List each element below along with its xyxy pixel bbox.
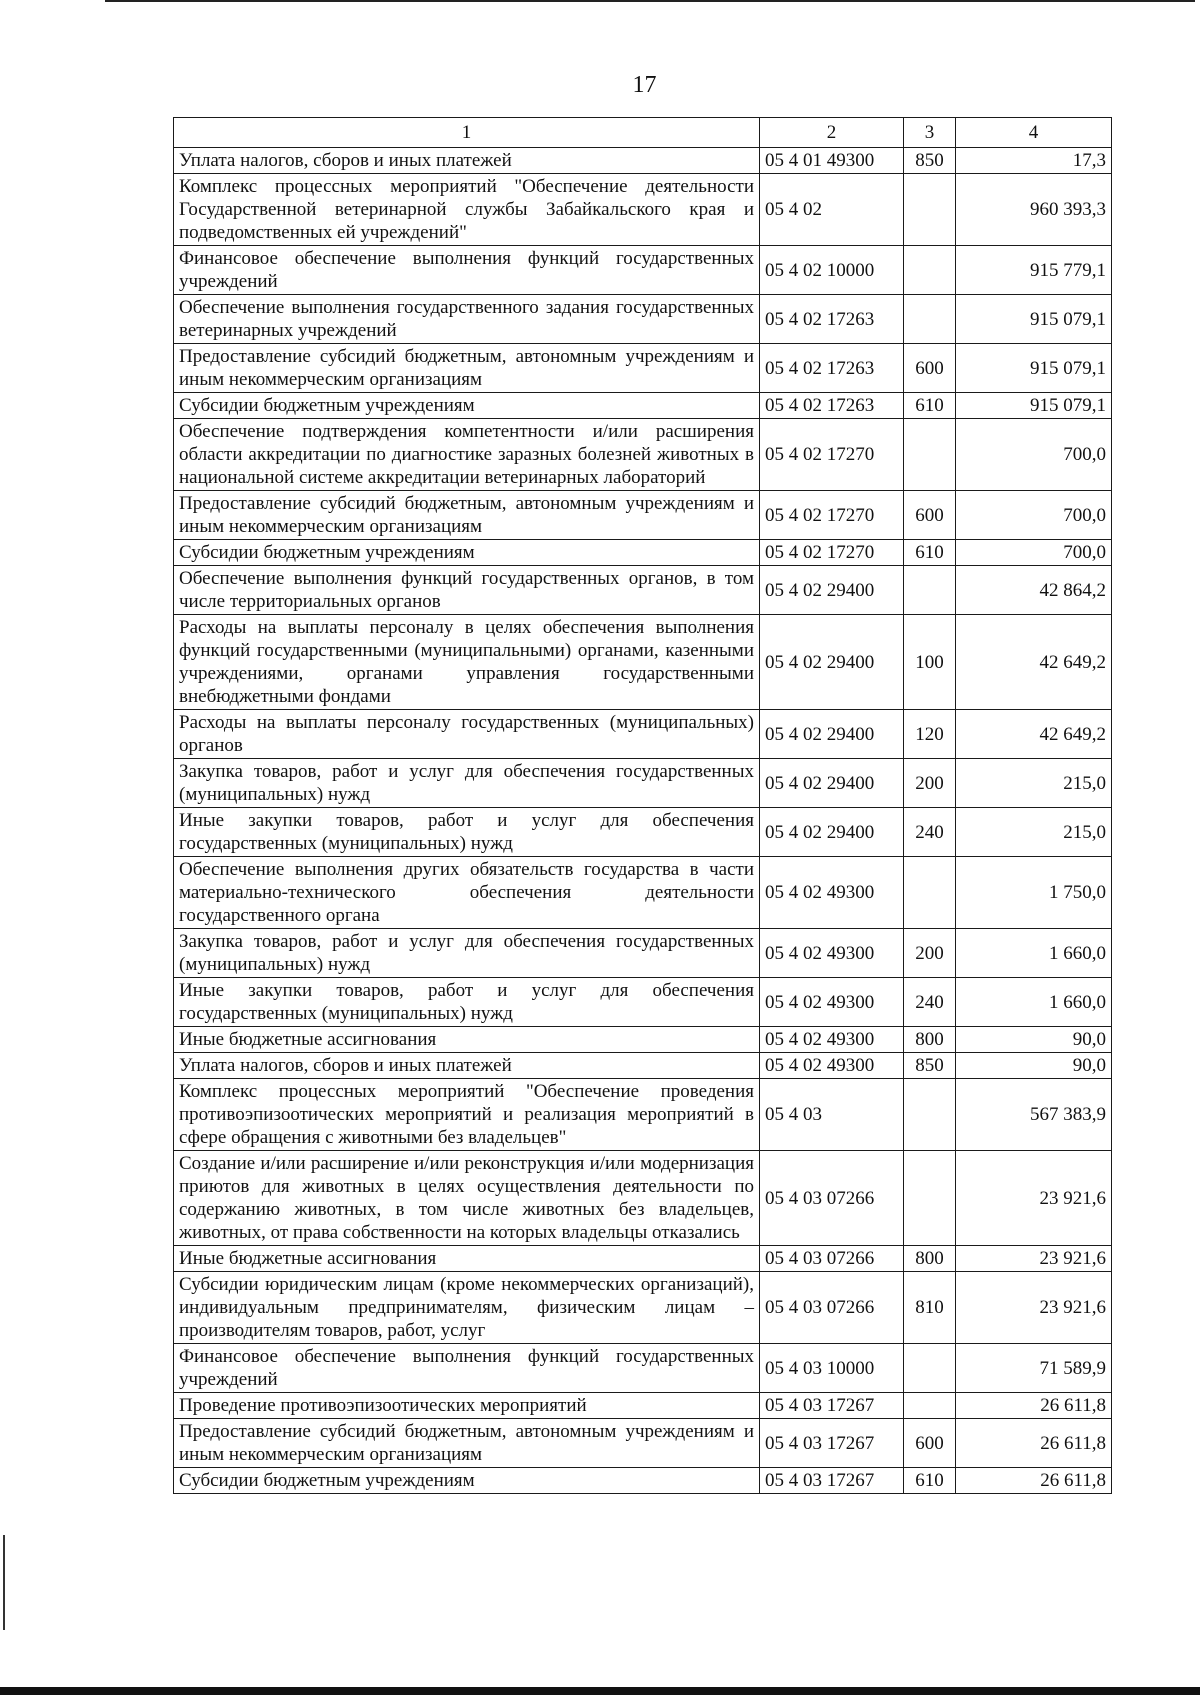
row-name-cell: Иные закупки товаров, работ и услуг для обеспечения государственных (муниципальных) нужд (174, 808, 760, 857)
table-row (174, 808, 1112, 857)
row-name-cell: Предоставление субсидий бюджетным, автономным учреждениям и иным некоммерческим организациям (174, 344, 760, 393)
table-row (174, 1272, 1112, 1344)
row-sum-cell: 71 589,9 (956, 1344, 1112, 1393)
row-name-cell: Расходы на выплаты персоналу государственных (муниципальных) органов (174, 710, 760, 759)
row-code-cell: 05 4 03 17267 (760, 1468, 904, 1494)
row-kvr-cell (904, 419, 956, 491)
row-sum-cell: 215,0 (956, 759, 1112, 808)
header-col-4: 4 (956, 118, 1112, 148)
header-col-2: 2 (760, 118, 904, 148)
row-sum-cell: 23 921,6 (956, 1151, 1112, 1246)
row-name-cell: Субсидии бюджетным учреждениям (174, 1468, 760, 1494)
row-code-cell: 05 4 02 49300 (760, 857, 904, 929)
row-code-cell: 05 4 03 07266 (760, 1272, 904, 1344)
row-sum-cell: 915 079,1 (956, 344, 1112, 393)
row-kvr-cell: 610 (904, 393, 956, 419)
table-row (174, 174, 1112, 246)
row-sum-cell: 26 611,8 (956, 1419, 1112, 1468)
row-code-cell: 05 4 02 29400 (760, 566, 904, 615)
row-name-cell: Обеспечение подтверждения компетентности и/или расширения области аккредитации по диагностике заразных болезней животных в национальной системе аккредитации ветеринарных лабораторий (174, 419, 760, 491)
row-code-cell: 05 4 02 29400 (760, 710, 904, 759)
table-body (174, 148, 1112, 1494)
table-row (174, 1419, 1112, 1468)
table-row (174, 540, 1112, 566)
row-kvr-cell: 810 (904, 1272, 956, 1344)
row-sum-cell: 17,3 (956, 148, 1112, 174)
row-name-cell: Комплекс процессных мероприятий "Обеспечение деятельности Государственной ветеринарной службы Забайкальского края и подведомственных ей учреждений" (174, 174, 760, 246)
row-kvr-cell (904, 246, 956, 295)
table-row (174, 419, 1112, 491)
table-row (174, 148, 1112, 174)
row-sum-cell: 90,0 (956, 1027, 1112, 1053)
table-row (174, 1027, 1112, 1053)
row-code-cell: 05 4 02 17270 (760, 540, 904, 566)
row-name-cell: Иные закупки товаров, работ и услуг для обеспечения государственных (муниципальных) нужд (174, 978, 760, 1027)
row-name-cell: Расходы на выплаты персоналу в целях обеспечения выполнения функций государственными (муниципальными) органами, казенными учреждениями, органами управления государственными внебюджетными фондами (174, 615, 760, 710)
table-row (174, 929, 1112, 978)
table-header (174, 118, 1112, 148)
row-sum-cell: 960 393,3 (956, 174, 1112, 246)
row-kvr-cell: 120 (904, 710, 956, 759)
scan-edge-top (105, 0, 1195, 2)
table-row (174, 566, 1112, 615)
row-code-cell: 05 4 02 17270 (760, 491, 904, 540)
header-row (174, 118, 1112, 148)
row-sum-cell: 26 611,8 (956, 1468, 1112, 1494)
row-sum-cell: 915 079,1 (956, 393, 1112, 419)
table-row (174, 491, 1112, 540)
row-sum-cell: 1 660,0 (956, 929, 1112, 978)
row-kvr-cell: 100 (904, 615, 956, 710)
row-name-cell: Финансовое обеспечение выполнения функций государственных учреждений (174, 1344, 760, 1393)
row-kvr-cell (904, 174, 956, 246)
table-row (174, 857, 1112, 929)
row-sum-cell: 1 750,0 (956, 857, 1112, 929)
row-sum-cell: 700,0 (956, 540, 1112, 566)
table-row (174, 1468, 1112, 1494)
row-code-cell: 05 4 02 10000 (760, 246, 904, 295)
table-row (174, 1246, 1112, 1272)
row-sum-cell: 215,0 (956, 808, 1112, 857)
scan-edge-left (3, 1535, 5, 1630)
row-sum-cell: 567 383,9 (956, 1079, 1112, 1151)
row-kvr-cell: 240 (904, 978, 956, 1027)
row-code-cell: 05 4 02 49300 (760, 978, 904, 1027)
table-row (174, 1053, 1112, 1079)
row-sum-cell: 700,0 (956, 419, 1112, 491)
row-sum-cell: 90,0 (956, 1053, 1112, 1079)
row-sum-cell: 700,0 (956, 491, 1112, 540)
row-code-cell: 05 4 02 17263 (760, 344, 904, 393)
row-kvr-cell: 850 (904, 1053, 956, 1079)
row-name-cell: Проведение противоэпизоотических мероприятий (174, 1393, 760, 1419)
table-row (174, 978, 1112, 1027)
row-kvr-cell: 200 (904, 759, 956, 808)
row-name-cell: Уплата налогов, сборов и иных платежей (174, 148, 760, 174)
header-col-1: 1 (174, 118, 760, 148)
row-code-cell: 05 4 02 49300 (760, 1027, 904, 1053)
row-sum-cell: 42 649,2 (956, 710, 1112, 759)
row-name-cell: Иные бюджетные ассигнования (174, 1246, 760, 1272)
row-name-cell: Обеспечение выполнения функций государственных органов, в том числе территориальных органов (174, 566, 760, 615)
table-row (174, 710, 1112, 759)
row-name-cell: Обеспечение выполнения других обязательств государства в части материально-технического обеспечения деятельности государственного органа (174, 857, 760, 929)
row-name-cell: Иные бюджетные ассигнования (174, 1027, 760, 1053)
row-kvr-cell: 600 (904, 1419, 956, 1468)
row-code-cell: 05 4 02 (760, 174, 904, 246)
row-kvr-cell (904, 566, 956, 615)
row-sum-cell: 26 611,8 (956, 1393, 1112, 1419)
row-code-cell: 05 4 03 17267 (760, 1393, 904, 1419)
row-code-cell: 05 4 02 29400 (760, 808, 904, 857)
row-kvr-cell (904, 295, 956, 344)
row-kvr-cell (904, 1079, 956, 1151)
row-name-cell: Предоставление субсидий бюджетным, автономным учреждениям и иным некоммерческим организациям (174, 491, 760, 540)
row-sum-cell: 915 779,1 (956, 246, 1112, 295)
row-code-cell: 05 4 02 17270 (760, 419, 904, 491)
row-code-cell: 05 4 03 (760, 1079, 904, 1151)
table-row (174, 295, 1112, 344)
row-kvr-cell: 610 (904, 540, 956, 566)
row-name-cell: Создание и/или расширение и/или реконструкция и/или модернизация приютов для животных в целях осуществления деятельности по содержанию животных, в том числе животных без владельцев, животных, от права собственности на которых владельцы отказались (174, 1151, 760, 1246)
row-code-cell: 05 4 03 17267 (760, 1419, 904, 1468)
row-code-cell: 05 4 03 07266 (760, 1246, 904, 1272)
row-sum-cell: 915 079,1 (956, 295, 1112, 344)
row-sum-cell: 23 921,6 (956, 1246, 1112, 1272)
row-kvr-cell (904, 1393, 956, 1419)
row-code-cell: 05 4 02 49300 (760, 1053, 904, 1079)
row-name-cell: Субсидии бюджетным учреждениям (174, 540, 760, 566)
row-kvr-cell: 200 (904, 929, 956, 978)
page-number: 17 (632, 72, 657, 98)
row-name-cell: Субсидии юридическим лицам (кроме некоммерческих организаций), индивидуальным предпринимателям, физическим лицам – производителям товаров, работ, услуг (174, 1272, 760, 1344)
table-row (174, 1393, 1112, 1419)
table-row (174, 393, 1112, 419)
row-code-cell: 05 4 02 49300 (760, 929, 904, 978)
row-kvr-cell: 800 (904, 1027, 956, 1053)
row-name-cell: Финансовое обеспечение выполнения функций государственных учреждений (174, 246, 760, 295)
row-kvr-cell: 240 (904, 808, 956, 857)
table-row (174, 759, 1112, 808)
row-kvr-cell: 800 (904, 1246, 956, 1272)
budget-table (173, 117, 1112, 1494)
row-kvr-cell: 600 (904, 344, 956, 393)
row-code-cell: 05 4 03 07266 (760, 1151, 904, 1246)
row-code-cell: 05 4 02 17263 (760, 295, 904, 344)
row-name-cell: Уплата налогов, сборов и иных платежей (174, 1053, 760, 1079)
row-name-cell: Закупка товаров, работ и услуг для обеспечения государственных (муниципальных) нужд (174, 759, 760, 808)
row-name-cell: Комплекс процессных мероприятий "Обеспечение проведения противоэпизоотических мероприятий и реализация мероприятий в сфере обращения с животными без владельцев" (174, 1079, 760, 1151)
row-code-cell: 05 4 02 17263 (760, 393, 904, 419)
table-row (174, 1079, 1112, 1151)
row-name-cell: Субсидии бюджетным учреждениям (174, 393, 760, 419)
row-code-cell: 05 4 01 49300 (760, 148, 904, 174)
table-row (174, 1151, 1112, 1246)
table-row (174, 1344, 1112, 1393)
row-code-cell: 05 4 02 29400 (760, 759, 904, 808)
row-code-cell: 05 4 02 29400 (760, 615, 904, 710)
row-kvr-cell: 600 (904, 491, 956, 540)
row-name-cell: Закупка товаров, работ и услуг для обеспечения государственных (муниципальных) нужд (174, 929, 760, 978)
table-row (174, 246, 1112, 295)
row-kvr-cell: 610 (904, 1468, 956, 1494)
scan-edge-bottom (0, 1687, 1200, 1695)
row-sum-cell: 42 649,2 (956, 615, 1112, 710)
row-kvr-cell (904, 1344, 956, 1393)
row-name-cell: Предоставление субсидий бюджетным, автономным учреждениям и иным некоммерческим организациям (174, 1419, 760, 1468)
header-col-3: 3 (904, 118, 956, 148)
row-sum-cell: 42 864,2 (956, 566, 1112, 615)
table-row (174, 344, 1112, 393)
row-sum-cell: 1 660,0 (956, 978, 1112, 1027)
row-code-cell: 05 4 03 10000 (760, 1344, 904, 1393)
row-name-cell: Обеспечение выполнения государственного задания государственных ветеринарных учреждений (174, 295, 760, 344)
table-row (174, 615, 1112, 710)
row-sum-cell: 23 921,6 (956, 1272, 1112, 1344)
row-kvr-cell (904, 1151, 956, 1246)
row-kvr-cell: 850 (904, 148, 956, 174)
row-kvr-cell (904, 857, 956, 929)
